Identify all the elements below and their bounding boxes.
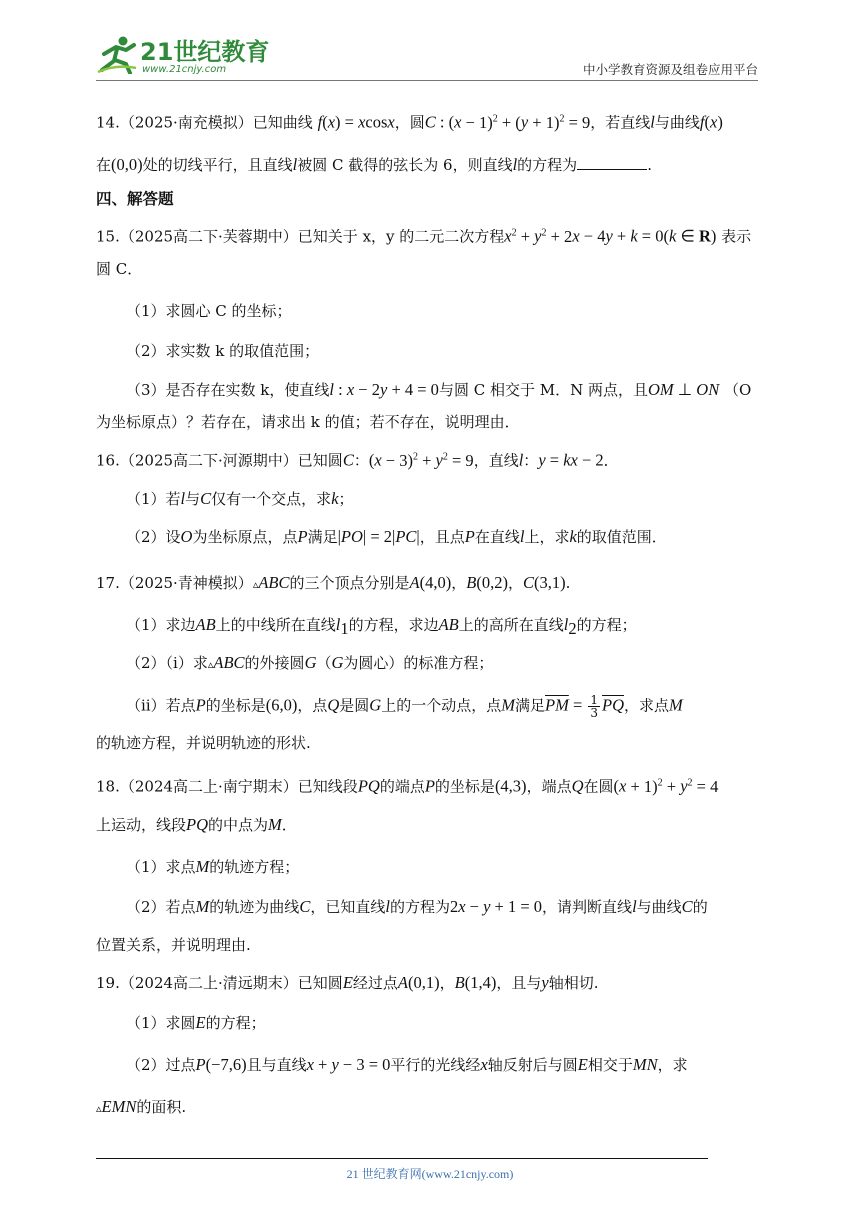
page-header: [96, 30, 758, 80]
q18-line2: 上运动，线段PQ的中点为M．: [96, 815, 297, 834]
q18-part2: （2）若点M的轨迹为曲线C，已知直线l的方程为2x − y + 1 = 0，请判断直线l与曲线C的: [126, 897, 708, 916]
q19-line1: 19.（2024高二上·清远期末）已知圆E经过点A(0,1)，B(1,4)，且与y轴相切.: [96, 973, 599, 992]
running-figure-icon: [96, 34, 138, 74]
q19-part2-line2: ▵EMN的面积.: [96, 1097, 187, 1116]
answer-blank[interactable]: [577, 155, 647, 170]
logo-text: 21世纪教育: [140, 38, 270, 66]
q15-part2: （2）求实数 k 的取值范围；: [126, 342, 320, 360]
header-platform-text: 中小学教育资源及组卷应用平台: [582, 62, 758, 77]
q17-part1: （1）求边AB上的中线所在直线$l_1$的方程，求边AB上的高所在直线$l_2$的方程；: [126, 615, 637, 638]
q15-line1: 15.（2025高二下·芙蓉期中）已知关于 x，y 的二元二次方程$x^2 + y^2 + 2x - 4y + k = 0(k$ ∈ R) 表示: [96, 226, 752, 246]
q14-line2: 在(0,0)处的切线平行，且直线l被圆 C 截得的弦长为 6，则直线l的方程为 .: [96, 155, 652, 174]
q15-line2: 圆 C．: [96, 260, 143, 278]
header-divider: [96, 80, 758, 81]
q14-line1: 14.（2025·南充模拟）已知曲线 f(x) = xcosx，圆C : $(x - 1)^2 + (y + 1)^2 = 9$，若直线l与曲线f(x): [96, 112, 723, 132]
section-title: 四、解答题: [96, 190, 174, 208]
q15-part1: （1）求圆心 C 的坐标；: [126, 302, 292, 320]
footer-divider: [96, 1158, 708, 1159]
q18-line1: 18.（2024高二上·南宁期末）已知线段PQ的端点P的坐标是(4,3)，端点Q在圆$(x + 1)^2 + y^2 = 4$: [96, 776, 719, 796]
q18-part2-line2: 位置关系，并说明理由.: [96, 936, 251, 954]
q19-part2: （2）过点P(−7,6)且与直线x + y − 3 = 0平行的光线经x轴反射后与圆E相交于MN，求: [126, 1055, 688, 1074]
q17-part2: （2）（ⅰ）求▵ABC的外接圆G（G为圆心）的标准方程；: [126, 653, 494, 672]
q16-part2: （2）设O为坐标原点，点P满足|PO| = 2|PC|，且点P在直线l上，求k的取值范围．: [126, 527, 667, 546]
site-logo: [96, 30, 270, 78]
page-footer: 21 世纪教育网(www.21cnjy.com): [346, 1167, 514, 1181]
q15-part3: （3）是否存在实数 k，使直线l : x − 2y + 4 = 0与圆 C 相交于 M．N 两点，且OM ⊥ ON （O: [126, 380, 752, 399]
q17-part3: （ⅱ）若点P的坐标是(6,0)，点Q是圆G上的一个动点，点M满足$\overline{PM}$ = $\frac{1}{3}$ $\overline{PQ}$，求点M: [126, 693, 683, 720]
q16-part1: （1）若l与C仅有一个交点，求k；: [126, 489, 354, 508]
q16-line1: 16.（2025高二下·河源期中）已知圆C：$(x - 3)^2 + y^2 = 9$，直线l：y = kx − 2．: [96, 450, 619, 470]
q18-part1: （1）求点M的轨迹方程；: [126, 857, 300, 876]
q17-line1: 17.（2025·青神模拟）▵ABC的三个顶点分别是A(4,0)，B(0,2)，C(3,1).: [96, 573, 571, 592]
q19-part1: （1）求圆E的方程；: [126, 1013, 266, 1032]
q15-part3-line2: 为坐标原点）？若存在，请求出 k 的值；若不存在，说明理由．: [96, 413, 520, 431]
q17-part3-line2: 的轨迹方程，并说明轨迹的形状.: [96, 734, 311, 752]
logo-url: www.21cnjy.com: [142, 64, 227, 75]
